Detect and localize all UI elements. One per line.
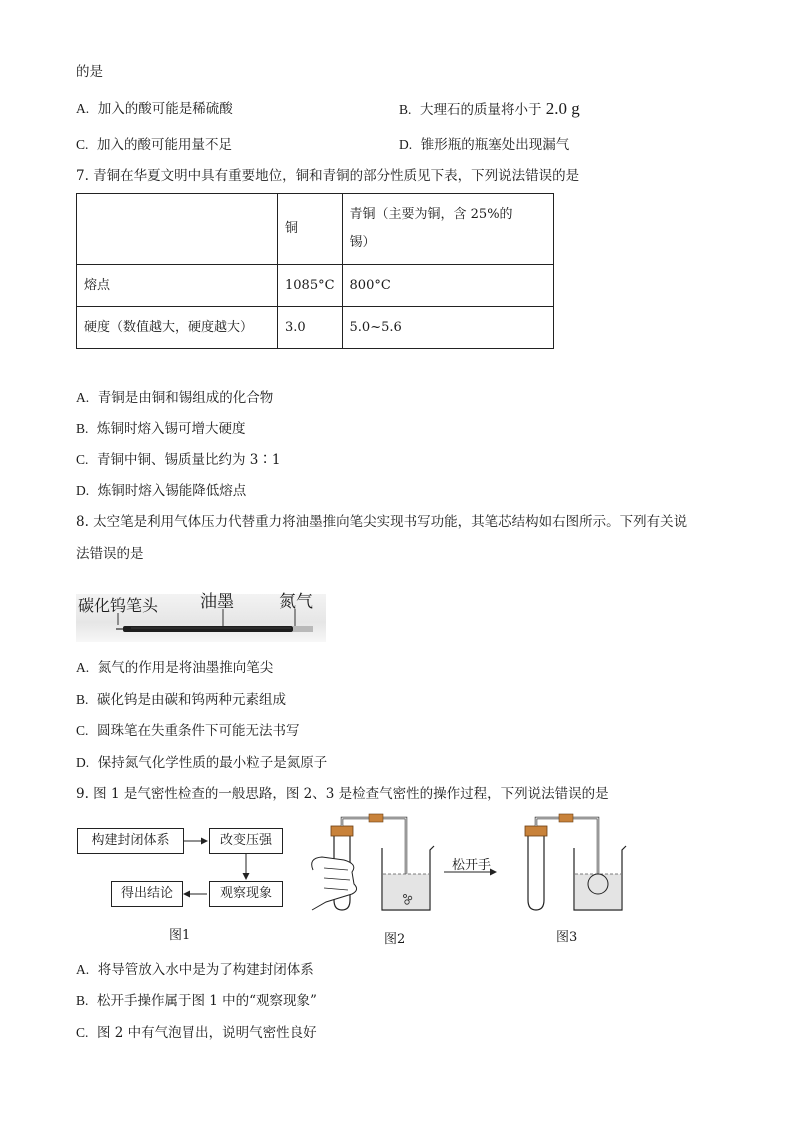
q6-option-c: C. 加入的酸可能用量不足: [76, 137, 232, 153]
caption-fig3: 图3: [556, 930, 578, 945]
flow-box-build-closed-system: 构建封闭体系: [77, 828, 184, 854]
q8-stem-line1: 8. 太空笔是利用气体压力代替重力将油墨推向笔尖实现书写功能，其笔芯结构如右图所示。下列有关说: [76, 514, 688, 530]
figure3-apparatus: [525, 814, 626, 910]
q8-stem-line2: 法错误的是: [76, 546, 144, 562]
stopper: [525, 826, 547, 836]
q7-option-b: B. 炼铜时熔入锡可增大硬度: [76, 421, 246, 437]
table-header-empty: [77, 194, 278, 265]
stopper: [331, 826, 353, 836]
airtightness-figures: [76, 812, 636, 952]
q9-stem: 9. 图 1 是气密性检查的一般思路，图 2、3 是检查气密性的操作过程，下列说法错误的是: [76, 786, 609, 802]
pen-refill-drawing: [76, 582, 336, 642]
q8-option-c: C. 圆珠笔在失重条件下可能无法书写: [76, 723, 300, 739]
q6-option-a: A. 加入的酸可能是稀硫酸: [76, 101, 233, 117]
water: [575, 874, 621, 909]
q9-option-a: A. 将导管放入水中是为了构建封闭体系: [76, 962, 314, 978]
release-hand-label: 松开手: [452, 858, 492, 873]
q7-option-d: D. 炼铜时熔入锡能降低熔点: [76, 483, 247, 499]
tube-clamp: [369, 814, 383, 822]
q6-option-d: D. 锥形瓶的瓶塞处出现漏气: [399, 137, 570, 153]
table-cell-label: 硬度（数值越大，硬度越大）: [77, 307, 278, 349]
table-cell-bronze: 800°C: [342, 265, 553, 307]
test-tube: [528, 834, 544, 910]
q8-option-a: A. 氮气的作用是将油墨推向笔尖: [76, 660, 274, 676]
figure-label-ink: 油墨: [200, 592, 234, 612]
q7-option-c: C. 青铜中铜、锡质量比约为 3∶1: [76, 452, 281, 468]
table-row: [77, 307, 554, 349]
flowchart-arrows: [76, 812, 636, 952]
ink-tube: [123, 626, 293, 632]
table-header-copper: 铜: [278, 194, 343, 265]
q7-option-a: A. 青铜是由铜和锡组成的化合物: [76, 390, 274, 406]
flow-box-change-pressure: 改变压强: [209, 828, 283, 854]
q6-stem-tail: 的是: [76, 64, 103, 80]
q6-option-b: B. 大理石的质量将小于 2.0 g: [399, 99, 580, 118]
caption-fig1: 图1: [169, 928, 191, 943]
properties-table: [76, 193, 554, 349]
table-row: [77, 265, 554, 307]
pen-refill-figure: [76, 582, 436, 642]
table-cell-copper: 1085°C: [278, 265, 343, 307]
tube-clamp: [559, 814, 573, 822]
flow-box-conclusion: 得出结论: [111, 881, 183, 907]
q8-option-d: D. 保持氮气化学性质的最小粒子是氮原子: [76, 755, 328, 771]
nitrogen-section: [293, 626, 313, 632]
flow-box-observe: 观察现象: [209, 881, 283, 907]
q8-option-b: B. 碳化钨是由碳和钨两种元素组成: [76, 692, 286, 708]
table-cell-copper: 3.0: [278, 307, 343, 349]
figure-label-tip: 碳化钨笔头: [78, 596, 159, 615]
figure-label-nitrogen: 氮气: [279, 592, 313, 612]
table-cell-bronze: 5.0~5.6: [342, 307, 553, 349]
q9-option-b: B. 松开手操作属于图 1 中的“观察现象”: [76, 993, 317, 1009]
figure2-apparatus: [312, 814, 434, 910]
table-cell-label: 熔点: [77, 265, 278, 307]
table-header-bronze: 青铜（主要为铜，含 25%的 锡）: [342, 194, 553, 265]
caption-fig2: 图2: [384, 932, 406, 947]
q9-option-c: C. 图 2 中有气泡冒出，说明气密性良好: [76, 1025, 317, 1041]
q7-stem: 7. 青铜在华夏文明中具有重要地位，铜和青铜的部分性质见下表，下列说法错误的是: [76, 168, 580, 184]
